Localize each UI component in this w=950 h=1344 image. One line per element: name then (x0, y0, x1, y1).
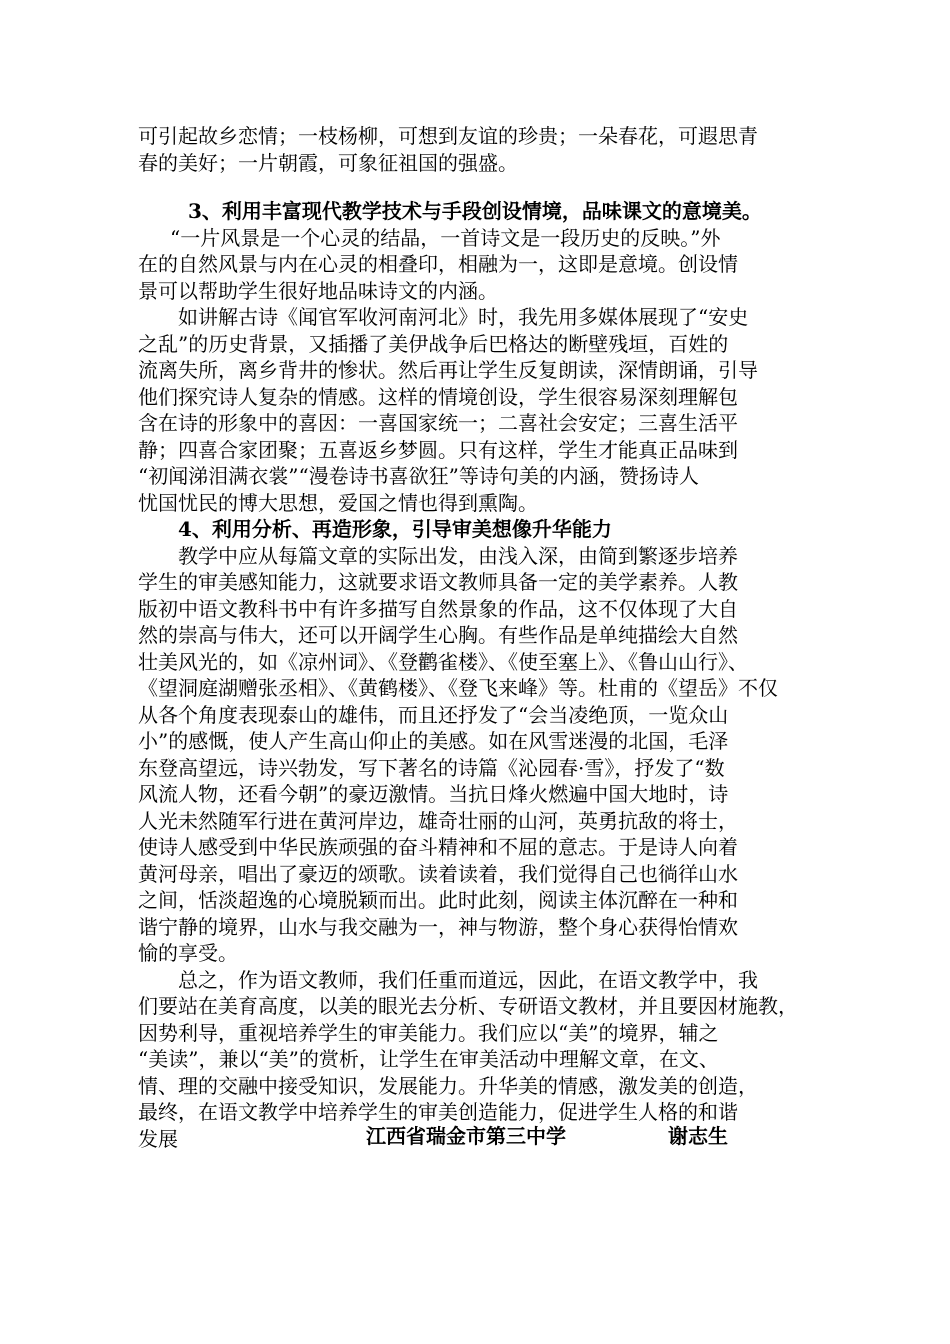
text-line: 版初中语文教科书中有许多描写自然景象的作品，这不仅体现了大自 (138, 596, 738, 621)
section4-paragraph (138, 543, 812, 967)
text-line: 情、理的交融中接受知识，发展能力。升华美的情感，激发美的创造， (138, 1073, 758, 1098)
text-line: 含在诗的形象中的喜因：一喜国家统一；二喜社会安定；三喜生活平 (138, 411, 738, 435)
text-line: 总之，作为语文教师，我们任重而道远，因此，在语文教学中，我 (178, 967, 758, 992)
text-line: 可引起故乡恋情；一枝杨柳，可想到友谊的珍贵；一朵春花，可遐思青 (138, 124, 758, 148)
text-line: 忧国忧民的博大思想，爱国之情也得到熏陶。 (138, 490, 538, 515)
text-line: 发展 (138, 1126, 178, 1151)
signature-school: 江西省瑞金市第三中学 (366, 1124, 566, 1148)
text-line: 然的崇高与伟大，还可以开阔学生心胸。有些作品是单纯描绘大自然 (138, 623, 738, 647)
text-line: 他们探究诗人复杂的情感。这样的情境创设，学生很容易深刻理解包 (138, 384, 738, 409)
text-line: 教学中应从每篇文章的实际出发，由浅入深，由简到繁逐步培养 (178, 543, 738, 568)
text-line: “初闻涕泪满衣裳”“漫卷诗书喜欲狂”等诗句美的内涵，赞扬诗人 (138, 464, 699, 488)
paragraph-spacer (138, 176, 812, 198)
signature-author: 谢志生 (668, 1124, 728, 1148)
text-line: 壮美风光的，如《凉州词》、《登鹳雀楼》、《使至塞上》、《鲁山山行》、 (138, 649, 748, 674)
text-line: 愉的享受。 (138, 941, 238, 965)
text-line: 黄河母亲，唱出了豪迈的颂歌。读着读着，我们觉得自己也徜徉山水 (138, 861, 738, 886)
text-line: 静；四喜合家团聚；五喜返乡梦圆。只有这样，学生才能真正品味到 (138, 437, 738, 462)
intro-paragraph (138, 123, 812, 176)
text-line: 因势利导，重视培养学生的审美能力。我们应以“美”的境界，辅之 (138, 1020, 719, 1045)
text-line: 《望洞庭湖赠张丞相》、《黄鹤楼》、《登飞来峰》等。杜甫的《望岳》不仅 (138, 676, 778, 700)
text-line: “一片风景是一个心灵的结晶，一首诗文是一段历史的反映。”外 (170, 225, 721, 250)
section3-paragraph-1 (138, 225, 812, 305)
text-line: 谐宁静的境界，山水与我交融为一，神与物游，整个身心获得怡情欢 (138, 914, 738, 939)
section3-paragraph-2 (138, 304, 812, 516)
text-line: 人光未然随军行进在黄河岸边，雄奇壮丽的山河，英勇抗敌的将士， (138, 808, 738, 833)
text-line: 使诗人感受到中华民族顽强的奋斗精神和不屈的意志。于是诗人向着 (138, 835, 738, 859)
text-line: 从各个角度表现泰山的雄伟，而且还抒发了“会当凌绝顶，一览众山 (138, 702, 729, 727)
text-line: 如讲解古诗《闻官军收河南河北》时，我先用多媒体展现了“安史 (178, 305, 749, 329)
section3-heading: 3、利用丰富现代教学技术与手段创设情境，品味课文的意境美。 (188, 199, 762, 223)
text-line: 东登高望远，诗兴勃发，写下著名的诗篇《沁园春·雪》，抒发了“数 (138, 755, 725, 780)
text-line: 风流人物，还看今朝”的豪迈激情。当抗日烽火燃遍中国大地时，诗 (138, 782, 729, 806)
text-line: “美读”，兼以“美”的赏析，让学生在审美活动中理解文章，在文、 (138, 1047, 719, 1071)
text-line: 在的自然风景与内在心灵的相叠印，相融为一，这即是意境。创设情 (138, 252, 738, 276)
text-line: 之乱”的历史背景，又插播了美伊战争后巴格达的断壁残垣，百姓的 (138, 331, 729, 356)
section4-heading: 4、利用分析、再造形象，引导审美想像升华能力 (178, 517, 612, 541)
text-line: 最终，在语文教学中培养学生的审美创造能力，促进学生人格的和谐 (138, 1100, 738, 1124)
text-line: 景可以帮助学生很好地品味诗文的内涵。 (138, 278, 498, 303)
text-line: 小”的感慨，使人产生高山仰止的美感。如在风雪迷漫的北国，毛泽 (138, 729, 729, 753)
text-line: 之间，恬淡超逸的心境脱颖而出。此时此刻，阅读主体沉醉在一种和 (138, 888, 738, 912)
text-line: 流离失所，离乡背井的惨状。然后再让学生反复朗读，深情朗诵，引导 (138, 358, 758, 382)
text-line: 春的美好；一片朝霞，可象征祖国的强盛。 (138, 150, 518, 175)
text-line: 们要站在美育高度，以美的眼光去分析、专研语文教材，并且要因材施教， (138, 994, 798, 1018)
text-line: 学生的审美感知能力，这就要求语文教师具备一定的美学素养。人教 (138, 570, 738, 594)
document-page (138, 123, 812, 1152)
